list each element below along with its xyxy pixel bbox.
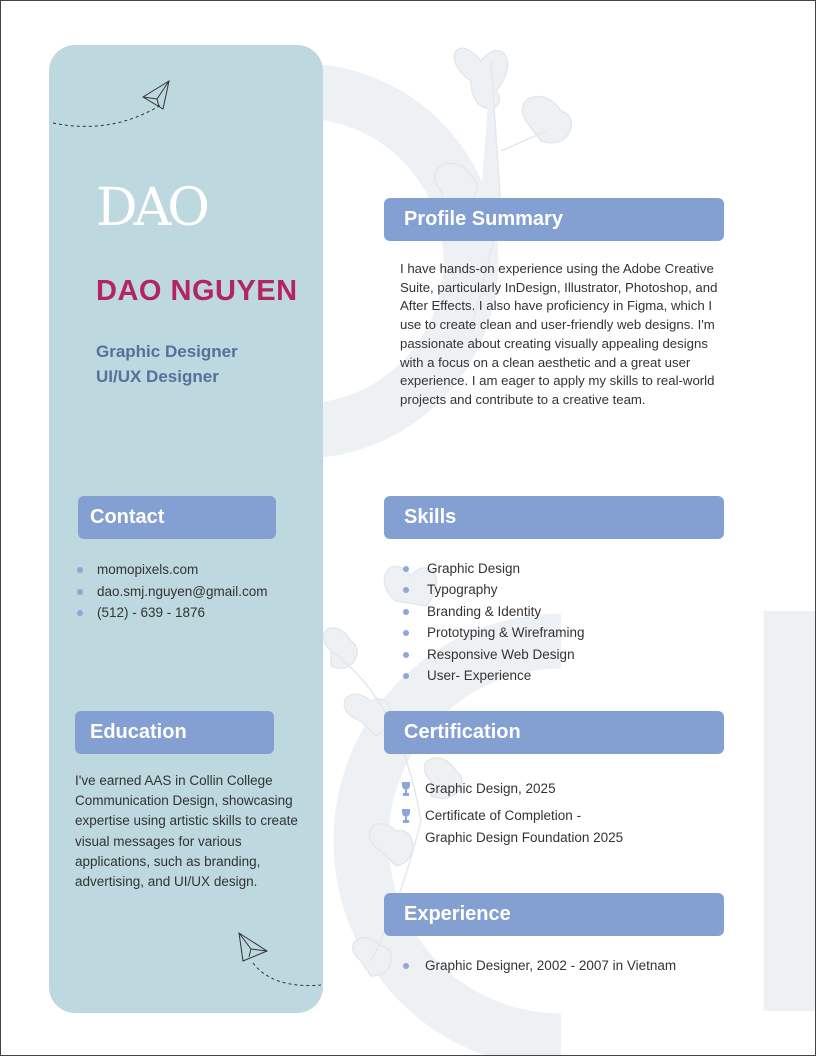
education-header: Education: [75, 711, 274, 754]
list-item: User- Experience: [403, 665, 585, 686]
bullet: [403, 566, 409, 572]
list-item: Graphic Design: [403, 558, 585, 579]
list-item: Prototyping & Wireframing: [403, 622, 585, 643]
profile-summary-text: I have hands-on experience using the Adobe Creative Suite, particularly InDesign, Illustrator, Photoshop, and After Effects. I also have proficiency in Figma, which I use to create clean and user-friendly web designs. I'm passionate about creating visually appealing designs with a focus on a clean aesthetic and a great user experience. I am eager to apply my skills to real-world projects and contribute to a creative team.: [400, 261, 718, 407]
bullet: [77, 567, 83, 573]
bullet: [403, 609, 409, 615]
skills-header: Skills: [384, 496, 724, 539]
bullet: [77, 589, 83, 595]
certification-header: Certification: [384, 711, 724, 754]
roles: [96, 339, 238, 389]
paper-plane-icon: [233, 929, 323, 989]
trophy-icon: [401, 782, 411, 796]
list-item: Branding & Identity: [403, 601, 585, 622]
role-title: Graphic Designer: [96, 342, 238, 361]
experience-item: Graphic Designer, 2002 - 2007 in Vietnam: [403, 955, 676, 976]
paper-plane-icon: [51, 77, 176, 132]
logo: [93, 173, 243, 233]
trophy-icon: [401, 809, 411, 823]
person-name: DAO NGUYEN: [96, 275, 298, 307]
certification-subtitle: Graphic Design Foundation 2025: [425, 830, 624, 845]
role-title: UI/UX Designer: [96, 367, 219, 386]
contact-header: Contact: [78, 496, 276, 539]
list-item: Typography: [403, 579, 585, 600]
contact-email[interactable]: dao.smj.nguyen@gmail.com: [77, 581, 268, 603]
certification-item: [401, 805, 623, 849]
bullet: [403, 587, 409, 593]
bullet: [403, 673, 409, 679]
contact-phone[interactable]: (512) - 639 - 1876: [77, 602, 268, 624]
certification-title: Certificate of Completion -: [425, 808, 582, 823]
bullet: [403, 630, 409, 636]
bullet: [403, 652, 409, 658]
list-item: Responsive Web Design: [403, 644, 585, 665]
contact-list: [77, 559, 268, 624]
contact-website[interactable]: momopixels.com: [77, 559, 268, 581]
education-text: I've earned AAS in Collin College Communication Design, showcasing expertise using artistic skills to create visual messages for various applications, such as branding, advertising, and UI/UX design.: [75, 773, 298, 890]
svg-text:DAO: DAO: [96, 178, 206, 233]
bullet: [77, 610, 83, 616]
experience-header: Experience: [384, 893, 724, 936]
skills-list: [403, 558, 585, 686]
profile-summary-header: Profile Summary: [384, 198, 724, 241]
certification-item: [401, 778, 556, 800]
bullet: [403, 963, 409, 969]
certification-title: Graphic Design, 2025: [425, 781, 556, 796]
